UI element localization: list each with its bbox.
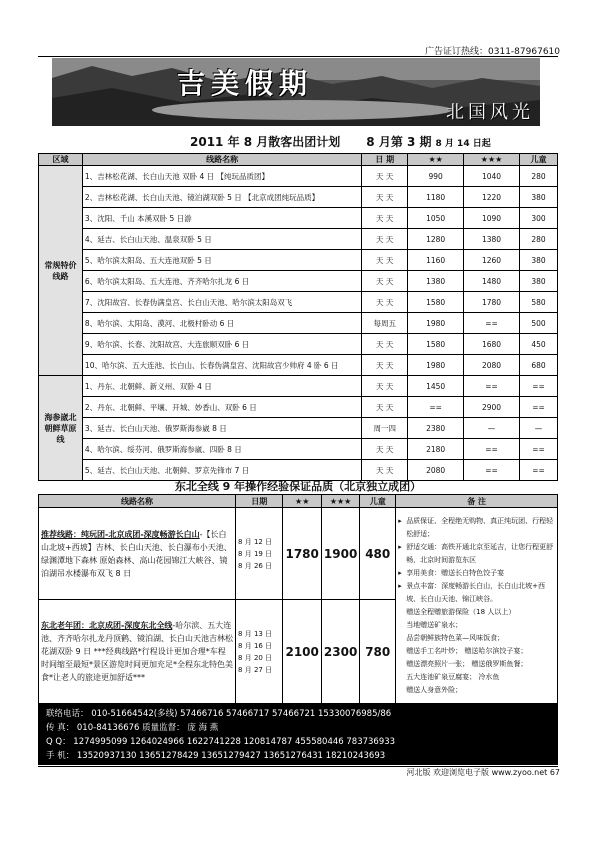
note-item: 赠送全程赠旅游保险（18 人以上） bbox=[406, 607, 516, 616]
route-name: 1、吉林松花湖、长白山天池 双卧 4 日 【纯玩品质团】 bbox=[82, 166, 361, 187]
advertising-hotline: 广告证订热线：0311-87967610 bbox=[425, 47, 560, 57]
price-three-star: 1380 bbox=[464, 229, 520, 250]
departure-date: 天 天 bbox=[362, 250, 408, 271]
price-child: == bbox=[520, 460, 558, 481]
table-header-row bbox=[39, 495, 558, 508]
note-item: 品尝朝鲜族特色菜—风味饭食； bbox=[406, 633, 505, 642]
section-title: 东北全线 9 年操作经验保证品质（北京独立成团） bbox=[174, 480, 422, 493]
departure-date: 天 天 bbox=[362, 229, 408, 250]
departure-date: 天 天 bbox=[362, 292, 408, 313]
table-row bbox=[39, 250, 558, 271]
departure-dates bbox=[236, 508, 283, 600]
notes-cell bbox=[396, 508, 558, 704]
route-description bbox=[39, 600, 236, 704]
departure-date: 天 天 bbox=[362, 460, 408, 481]
table-row bbox=[39, 397, 558, 418]
header-three-star: ★★★ bbox=[321, 495, 359, 508]
route-detail: -哈尔滨、五大连池、齐齐哈尔扎龙丹顶鹤、镜泊湖、长白山天池吉林松花湖双卧 9 日 ***经典线路*行程设计更加合理*车程时间缩至最短*景区游览时间更加充足*全程东北特色美食*让老人的旅途更加舒适*** bbox=[41, 621, 233, 682]
price-two-star: 1980 bbox=[408, 355, 464, 376]
price-two-star: 1980 bbox=[408, 313, 464, 334]
header-two-star: ★★ bbox=[283, 495, 321, 508]
tour-schedule-table bbox=[38, 153, 558, 481]
departure-date: 8 月 27 日 bbox=[238, 665, 273, 674]
price-two-star: 1450 bbox=[408, 376, 464, 397]
price-two-star: 990 bbox=[408, 166, 464, 187]
title-main: 2011 年 8 月散客出团计划 bbox=[190, 135, 341, 149]
price-child: 680 bbox=[520, 355, 558, 376]
contact-phone: 联络电话： 010-51664542(多线) 57466716 57466717 57466721 15330076985/86 bbox=[46, 709, 392, 719]
table-row bbox=[39, 166, 558, 187]
table-row bbox=[39, 208, 558, 229]
contact-mobile: 手 机： 13520937130 13651278429 13651279427 13651276431 18210243693 bbox=[46, 751, 386, 761]
price-three-star: 2080 bbox=[464, 355, 520, 376]
price-child: 380 bbox=[520, 187, 558, 208]
price-two-star: 1180 bbox=[408, 187, 464, 208]
price-child: 280 bbox=[520, 229, 558, 250]
price-child: 380 bbox=[520, 271, 558, 292]
price-three-star: 2300 bbox=[321, 600, 359, 704]
price-three-star: 1480 bbox=[464, 271, 520, 292]
note-item: 当地赠送矿泉水； bbox=[406, 620, 463, 629]
header-two-star: ★★ bbox=[408, 154, 464, 166]
departure-dates bbox=[236, 600, 283, 704]
table-row bbox=[39, 418, 558, 439]
table-row bbox=[39, 508, 558, 600]
table-row bbox=[39, 292, 558, 313]
departure-date: 8 月 19 日 bbox=[238, 549, 273, 558]
price-two-star: 1280 bbox=[408, 229, 464, 250]
price-child: 280 bbox=[520, 166, 558, 187]
price-two-star: 2180 bbox=[408, 439, 464, 460]
route-name: 9、哈尔滨、长春、沈阳故宫、大连旅顺双卧 6 日 bbox=[82, 334, 361, 355]
header-region: 区域 bbox=[39, 154, 83, 166]
header-divider bbox=[38, 56, 558, 57]
price-child: 380 bbox=[520, 250, 558, 271]
price-three-star: 1260 bbox=[464, 250, 520, 271]
price-two-star: 1050 bbox=[408, 208, 464, 229]
price-child: 480 bbox=[360, 508, 396, 600]
price-three-star: 1090 bbox=[464, 208, 520, 229]
price-two-star: 1580 bbox=[408, 334, 464, 355]
table-row bbox=[39, 439, 558, 460]
price-three-star: 1680 bbox=[464, 334, 520, 355]
header-child: 儿童 bbox=[360, 495, 396, 508]
table-row bbox=[39, 271, 558, 292]
banner bbox=[52, 58, 540, 126]
departure-date: 周一四 bbox=[362, 418, 408, 439]
price-child: 300 bbox=[520, 208, 558, 229]
route-name: 3、延吉、长白山天池、俄罗斯海参崴 8 日 bbox=[82, 418, 361, 439]
note-item: ▸ 舒适交通：高铁开通北京至延吉，让您行程更舒畅，北京时间游览东区 bbox=[398, 541, 555, 567]
page-footer: 河北版 欢迎浏览电子版 www.zyoo.net 67 bbox=[406, 768, 560, 777]
note-item: 赠送人身意外险； bbox=[406, 685, 463, 694]
route-name: 1、丹东、北朝鲜、新义州、双卧 4 日 bbox=[82, 376, 361, 397]
note-item: ▸ 景点丰富：深度畅游长白山，长白山北坡+西坡、长白山天池、锦江峡谷。 bbox=[398, 580, 555, 606]
table-header-row bbox=[39, 154, 558, 166]
route-name: 6、哈尔滨太阳岛、五大连池、齐齐哈尔扎龙 6 日 bbox=[82, 271, 361, 292]
header-child: 儿童 bbox=[520, 154, 558, 166]
header-route: 线路名称 bbox=[82, 154, 361, 166]
price-child: == bbox=[520, 376, 558, 397]
region-cell: 海参崴北朝鲜草原线 bbox=[39, 376, 83, 481]
departure-date: 天 天 bbox=[362, 376, 408, 397]
contact-qq: Q Q： 1274995099 1264024966 1622741228 120814787 455580446 783736933 bbox=[46, 737, 396, 747]
price-two-star: 2100 bbox=[283, 600, 321, 704]
issue-date: 8 月 14 日起 bbox=[435, 139, 491, 149]
price-child: — bbox=[520, 418, 558, 439]
price-two-star: 1580 bbox=[408, 292, 464, 313]
departure-date: 天 天 bbox=[362, 355, 408, 376]
region-cell: 常规特价线路 bbox=[39, 166, 83, 376]
departure-date: 8 月 12 日 bbox=[238, 537, 273, 546]
table-row bbox=[39, 229, 558, 250]
departure-date: 天 天 bbox=[362, 166, 408, 187]
brand-logo-text: 吉美假期 bbox=[177, 67, 314, 100]
departure-date: 天 天 bbox=[362, 439, 408, 460]
price-child: 500 bbox=[520, 313, 558, 334]
table-row bbox=[39, 187, 558, 208]
route-name: 7、沈阳故宫、长春伪满皇宫、长白山天池、哈尔滨太阳岛双飞 bbox=[82, 292, 361, 313]
page-title bbox=[190, 133, 491, 150]
price-three-star: == bbox=[464, 439, 520, 460]
price-three-star: 1220 bbox=[464, 187, 520, 208]
header-three-star: ★★★ bbox=[464, 154, 520, 166]
table-row bbox=[39, 334, 558, 355]
route-name: 5、哈尔滨太阳岛、五大连池双卧 5 日 bbox=[82, 250, 361, 271]
route-highlight: 东北老年团：北京成团-深度东北全线 bbox=[41, 621, 173, 630]
route-name: 4、哈尔滨、绥芬河、俄罗斯海参崴、四卧 8 日 bbox=[82, 439, 361, 460]
departure-date: 天 天 bbox=[362, 187, 408, 208]
route-name: 3、沈阳、千山 本溪双卧 5 日游 bbox=[82, 208, 361, 229]
route-name: 5、延吉、长白山天池、北朝鲜、罗京先锋市 7 日 bbox=[82, 460, 361, 481]
price-child: == bbox=[520, 397, 558, 418]
departure-date: 8 月 26 日 bbox=[238, 561, 273, 570]
departure-date: 天 天 bbox=[362, 271, 408, 292]
route-name: 10、哈尔滨、五大连池、长白山、长春伪满皇宫、沈阳故宫少帅府 4 卧 6 日 bbox=[82, 355, 361, 376]
price-two-star: 1380 bbox=[408, 271, 464, 292]
departure-date: 8 月 13 日 bbox=[238, 629, 273, 638]
note-item: ▸ 享用美食：赠送长白特色饺子宴 bbox=[398, 567, 555, 580]
table-row bbox=[39, 376, 558, 397]
departure-date: 天 天 bbox=[362, 334, 408, 355]
contact-fax: 传 真： 010-84136676 质量监督： 庞 海 燕 bbox=[46, 723, 219, 733]
note-item: 赠送手工名叶炒； 赠送哈尔滨饺子宴； bbox=[406, 646, 528, 655]
premium-tour-table bbox=[38, 494, 558, 704]
note-item: 赠送漂亮照片一张； 赠送俄罗斯鱼餐； bbox=[406, 659, 528, 668]
route-name: 2、丹东、北朝鲜、平壤、开城、妙香山、双卧 6 日 bbox=[82, 397, 361, 418]
price-two-star: 1780 bbox=[283, 508, 321, 600]
route-name: 4、延吉、长白山天池、温泉双卧 5 日 bbox=[82, 229, 361, 250]
departure-date: 每周五 bbox=[362, 313, 408, 334]
price-three-star: 2900 bbox=[464, 397, 520, 418]
route-detail: -【长白山北坡+西坡】吉林、长白山天池、长白瀑布小天池、绿渊潭地下森林 原始森林、高山花园锦江大峡谷、镜泊湖吊水楼瀑布双飞 8 日 bbox=[41, 529, 232, 578]
price-two-star: 2080 bbox=[408, 460, 464, 481]
price-three-star: 1780 bbox=[464, 292, 520, 313]
departure-date: 天 天 bbox=[362, 397, 408, 418]
price-child: == bbox=[520, 439, 558, 460]
price-three-star: — bbox=[464, 418, 520, 439]
price-child: 450 bbox=[520, 334, 558, 355]
header-route: 线路名称 bbox=[39, 495, 236, 508]
note-item: ▸ 品质保证、全程绝无购物、真正纯玩团、行程轻松舒适； bbox=[398, 515, 555, 541]
departure-date: 8 月 16 日 bbox=[238, 641, 273, 650]
table-row bbox=[39, 355, 558, 376]
price-two-star: == bbox=[408, 397, 464, 418]
header-date: 日 期 bbox=[362, 154, 408, 166]
issue-number: 8 月第 3 期 bbox=[366, 135, 432, 149]
price-three-star: == bbox=[464, 376, 520, 397]
table-row bbox=[39, 313, 558, 334]
price-three-star: 1040 bbox=[464, 166, 520, 187]
price-child: 580 bbox=[520, 292, 558, 313]
price-child: 780 bbox=[360, 600, 396, 704]
header-date: 日期 bbox=[236, 495, 283, 508]
price-three-star: == bbox=[464, 313, 520, 334]
header-notes: 备 注 bbox=[396, 495, 558, 508]
contact-panel bbox=[38, 704, 558, 765]
departure-date: 8 月 20 日 bbox=[238, 653, 273, 662]
departure-date: 天 天 bbox=[362, 208, 408, 229]
route-description bbox=[39, 508, 236, 600]
route-highlight: 推荐线路：纯玩团-北京成团-深度畅游长白山 bbox=[41, 529, 200, 539]
banner-slogan: 北国风光 bbox=[446, 102, 534, 123]
price-two-star: 1160 bbox=[408, 250, 464, 271]
price-two-star: 2380 bbox=[408, 418, 464, 439]
route-name: 8、哈尔滨、太阳岛、漠河、北极村卧动 6 日 bbox=[82, 313, 361, 334]
price-three-star: 1900 bbox=[321, 508, 359, 600]
price-three-star: == bbox=[464, 460, 520, 481]
route-name: 2、吉林松花湖、长白山天池、镜泊湖双卧 5 日 【北京成团纯玩品质】 bbox=[82, 187, 361, 208]
note-item: 五大连池矿泉豆腐宴； 冷水鱼 bbox=[406, 672, 500, 681]
